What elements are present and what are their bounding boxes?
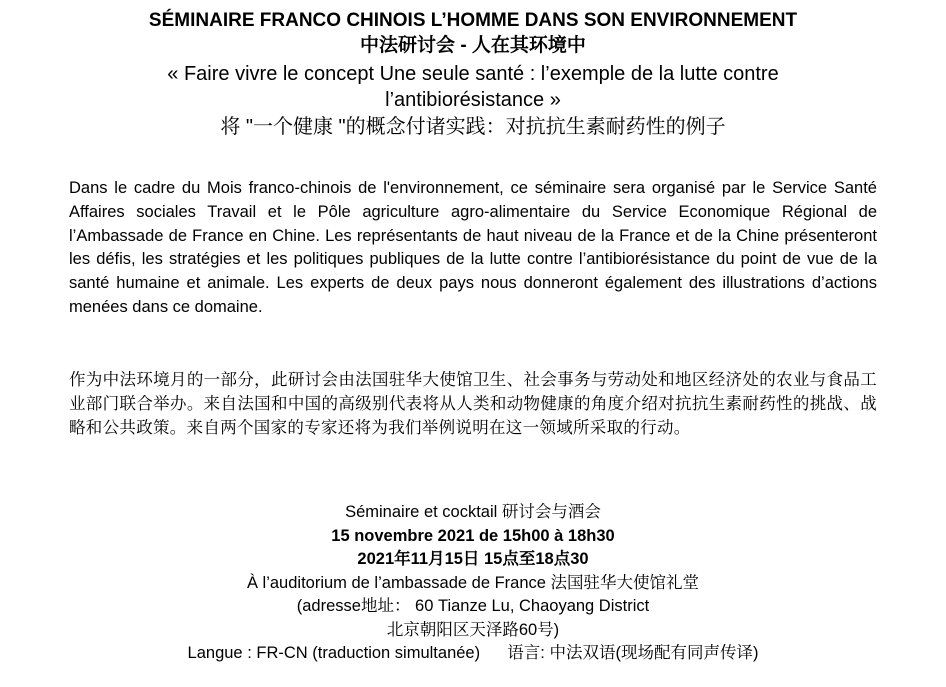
event-details (0, 501, 946, 666)
event-address-french: (adresse地址： 60 Tianze Lu, Chaoyang District (296, 597, 650, 615)
paragraph-chinese: 作为中法环境月的一部分，此研讨会由法国驻华大使馆卫生、社会事务与劳动处和地区经济处的农业与食品工业部门联合举办。来自法国和中国的高级别代表将从人类和动物健康的角度介绍对抗抗生素耐药性的挑战、战略和公共政策。来自两个国家的专家还将为我们举例说明在这一领域所采取的行动。 (69, 371, 877, 437)
paragraph-french: Dans le cadre du Mois franco-chinois de l'environnement, ce séminaire sera organisé par le Service Santé Affaires sociales Travail et le Pôle agriculture agro-alimentaire du Service Economique Régional de l’Ambassade de France en Chine. Les représentants de haut niveau de la France et de la Chine présenteront les défis, les stratégies et les politiques publiques de la lutte contre l’antibiorésistance du point de vue de la santé humaine et animale. Les experts de deux pays nous donneront également des illustrations d’actions menées dans ce domaine. (69, 179, 877, 316)
document-header (0, 9, 946, 141)
subtitle-french: « Faire vivre le concept Une seule santé : l’exemple de la lutte contre l’antibiorésistance » (167, 63, 779, 111)
title-french: SÉMINAIRE FRANCO CHINOIS L’HOMME DANS SON ENVIRONNEMENT (148, 10, 798, 31)
event-language-french: Langue : FR-CN (traduction simultanée) (187, 644, 481, 662)
title-chinese: 中法研讨会 - 人在其环境中 (360, 35, 586, 56)
event-type: Séminaire et cocktail 研讨会与酒会 (345, 503, 601, 521)
event-language (0, 642, 946, 666)
event-date-french: 15 novembre 2021 de 15h00 à 18h30 (331, 526, 615, 545)
subtitle-chinese: 将 "一个健康 "的概念付诸实践：对抗抗生素耐药性的例子 (220, 116, 726, 138)
event-address-chinese: 北京朝阳区天泽路60号) (386, 620, 560, 639)
event-venue: À l’auditorium de l’ambassade de France 法国驻华大使馆礼堂 (246, 573, 700, 592)
event-language-chinese: 语言: 中法双语(现场配有同声传译) (507, 644, 759, 662)
event-date-chinese: 2021年11月15日 15点至18点30 (357, 550, 589, 568)
